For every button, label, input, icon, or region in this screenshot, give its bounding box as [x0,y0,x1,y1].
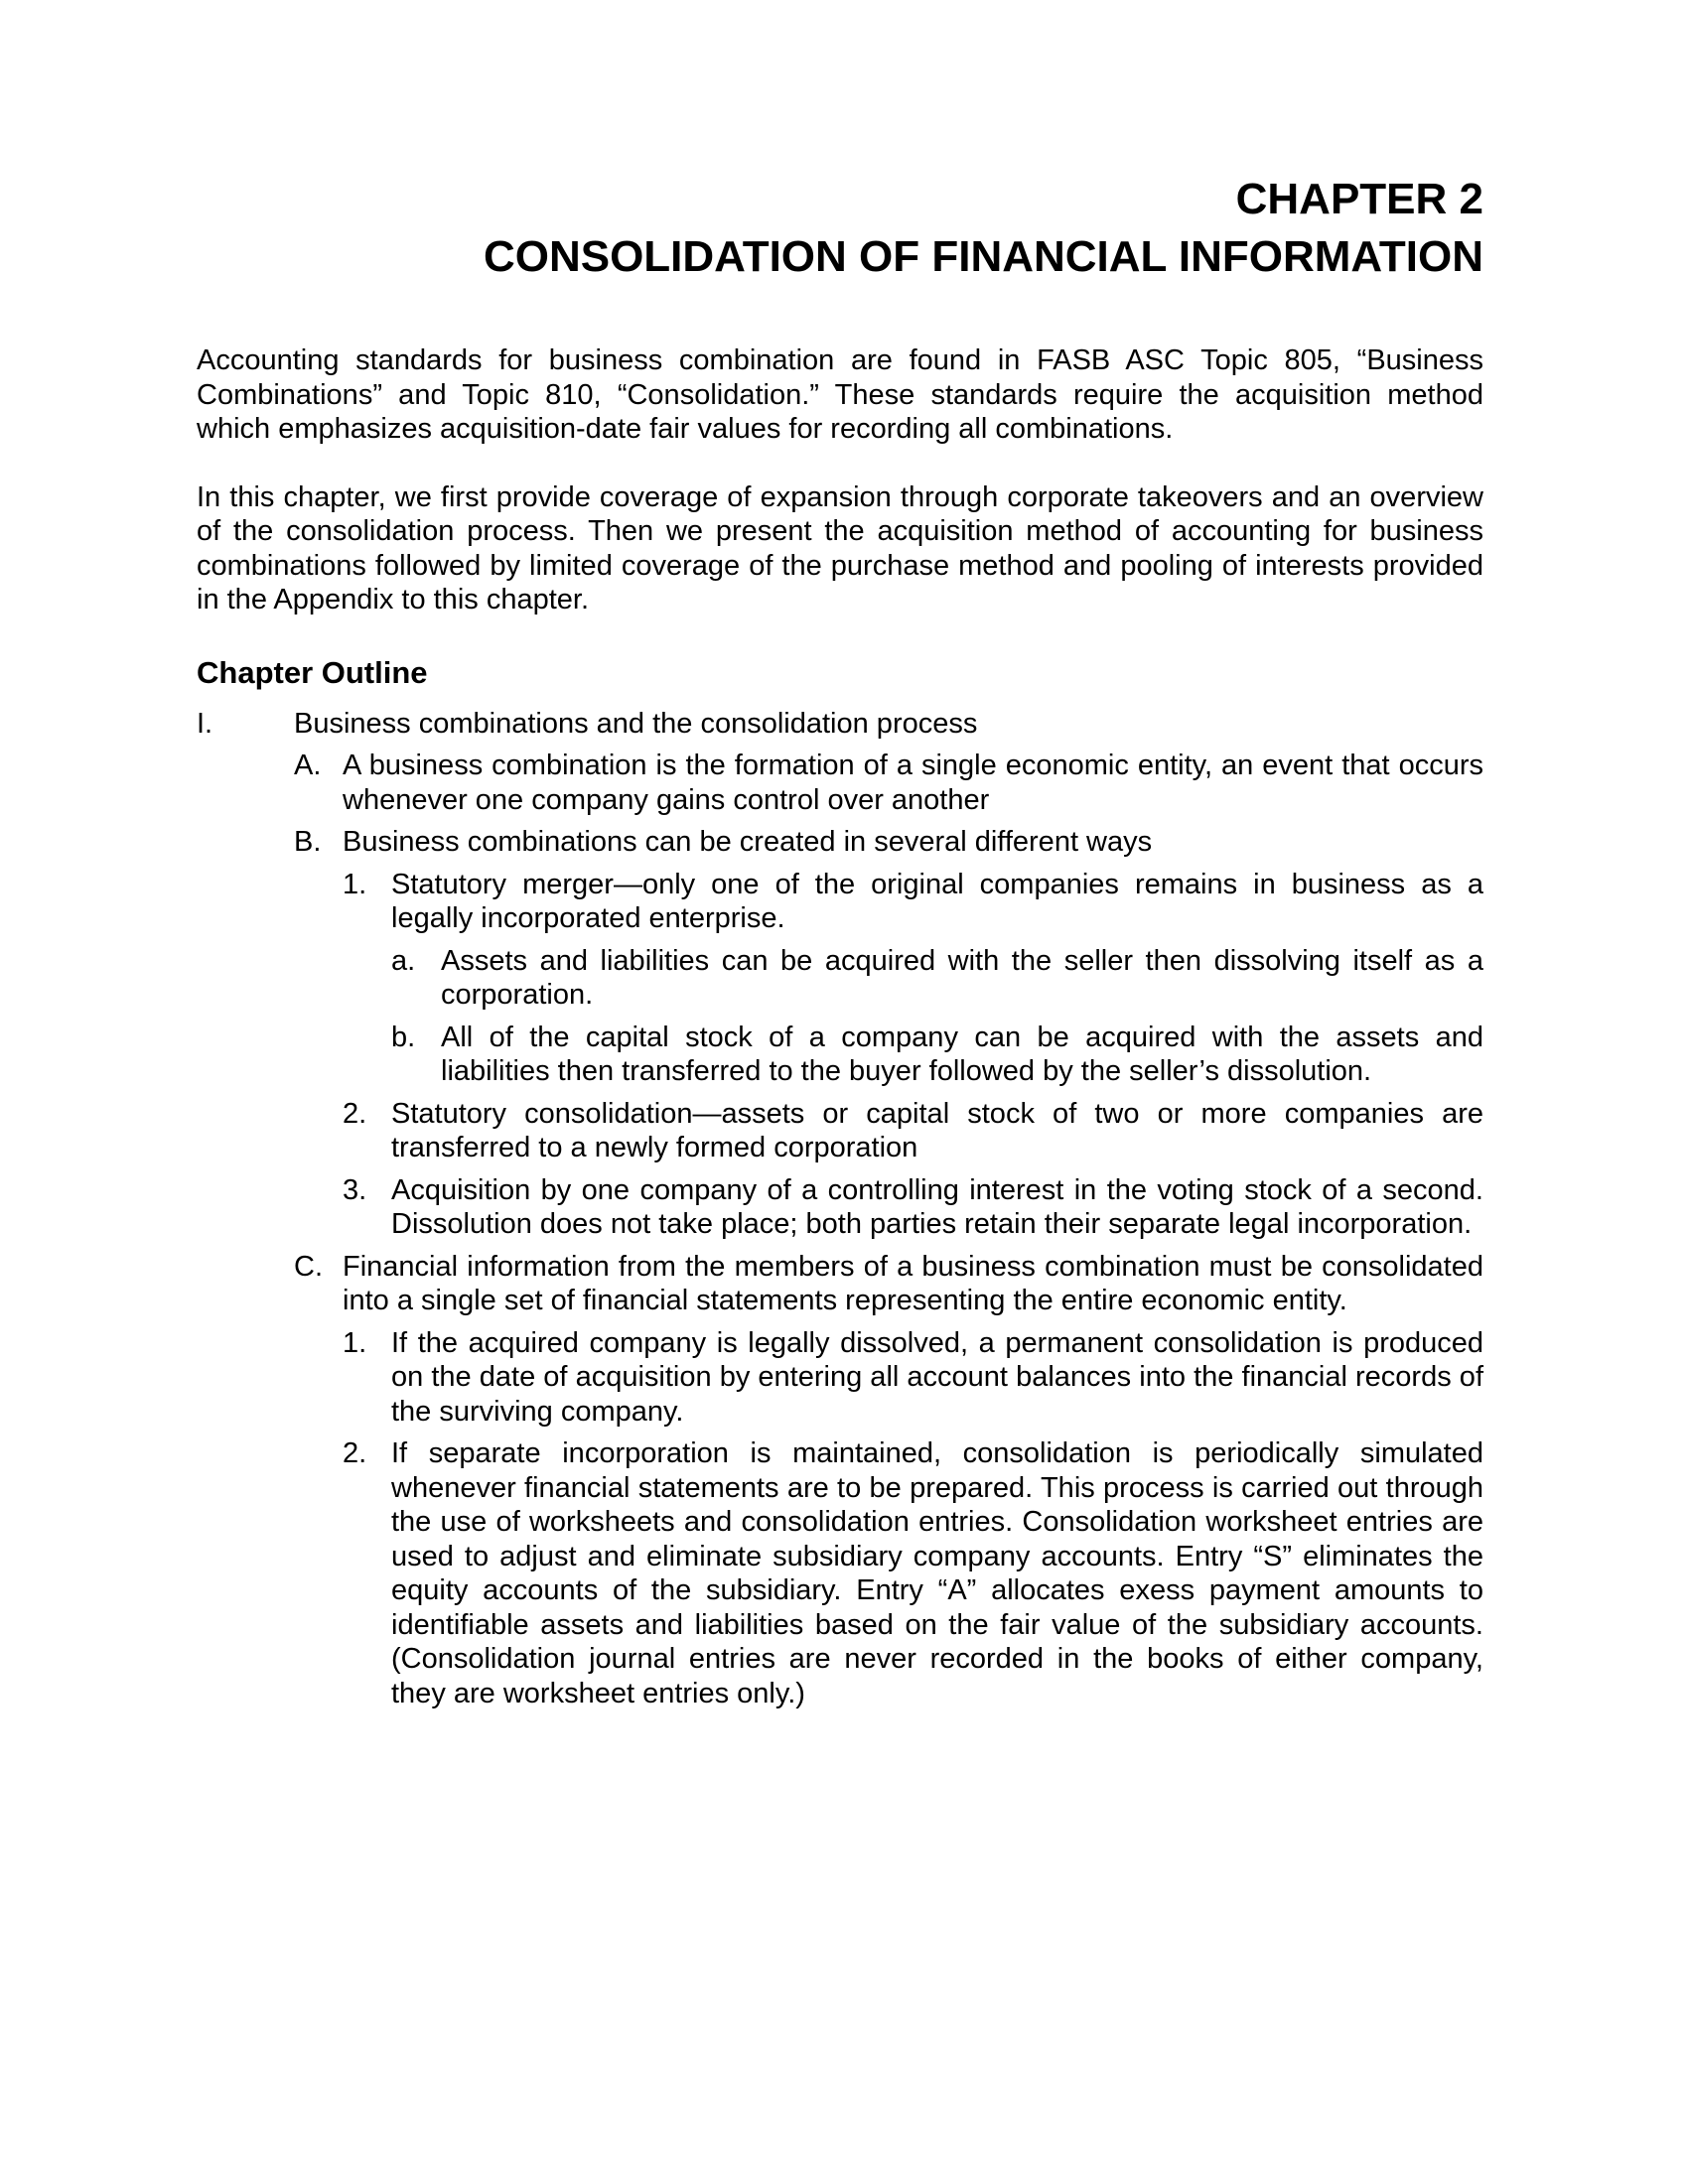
outline-heading: Chapter Outline [197,654,428,690]
intro-paragraph: Accounting standards for business combination are found in FASB ASC Topic 805, “Business Combinations” and Topic 810, “Consolidation.” These standards require the acquisition method which emphasizes acquisition-date fair values for recording all combinations. [197,344,1483,445]
outline-item [343,1326,1483,1430]
outline-marker: 1. [343,868,367,900]
outline-text: If separate incorporation is maintained, consolidation is periodically simulated whenever financial statements are to be prepared. This process is carried out through the use of worksheets and consolidation entries. Consolidation worksheet entries are used to adjust and eliminate subsidiary company accounts. Entry “S” eliminates the equity accounts of the subsidiary. Entry “A” allocates exess payment amounts to identifiable assets and liabilities based on the fair value of the subsidiary accounts. (Consolidation journal entries are never recorded in the books of either company, they are worksheet entries only.) [391,1437,1483,1709]
outline-marker: 2. [343,1437,367,1469]
outline-marker: a. [391,944,416,977]
outline-item [197,707,1483,742]
chapter-title: CONSOLIDATION OF FINANCIAL INFORMATION [483,232,1483,281]
outline-text: All of the capital stock of a company can be acquired with the assets and liabilities then transferred to the buyer followed by the seller’s dissolution. [441,1021,1483,1087]
outline-marker: 1. [343,1326,367,1359]
outline-item [343,868,1483,936]
outline-item [294,1250,1483,1318]
outline-text: A business combination is the formation of a single economic entity, an event that occurs whenever one company gains control over another [343,750,1483,816]
chapter-title-block [197,171,1483,286]
outline-text: If the acquired company is legally dissolved, a permanent consolidation is produced on the date of acquisition by entering all account balances into the financial records of the surviving company. [391,1326,1483,1428]
outline-marker: b. [391,1021,416,1053]
chapter-outline [197,707,1483,1711]
outline-marker: 3. [343,1173,367,1206]
document-page [197,0,1483,1710]
outline-marker: I. [197,707,213,740]
outline-text: Acquisition by one company of a controlling interest in the voting stock of a second. Dissolution does not take place; both parties retain their separate legal incorporation. [391,1173,1483,1240]
outline-text: Statutory merger—only one of the original companies remains in business as a legally incorporated enterprise. [391,868,1483,934]
outline-text: Business combinations can be created in several different ways [343,826,1153,858]
outline-item [343,1097,1483,1165]
outline-item [343,1436,1483,1710]
outline-text: Assets and liabilities can be acquired with the seller then dissolving itself as a corporation. [441,944,1483,1011]
outline-item [343,1173,1483,1242]
outline-text: Statutory consolidation—assets or capital stock of two or more companies are transferred to a newly formed corporation [391,1097,1483,1163]
outline-text: Financial information from the members of a business combination must be consolidated into a single set of financial statements representing the entire economic entity. [343,1250,1483,1316]
outline-marker: A. [294,750,322,781]
chapter-label: CHAPTER 2 [1235,175,1483,223]
outline-marker: B. [294,826,322,858]
outline-text: Business combinations and the consolidation process [294,707,978,740]
outline-marker: C. [294,1250,323,1283]
outline-item [294,825,1483,860]
outline-marker: 2. [343,1097,367,1130]
intro-paragraph: In this chapter, we first provide coverage of expansion through corporate takeovers and an overview of the consolidation process. Then we present the acquisition method of accounting for business combinations followed by limited coverage of the purchase method and pooling of interests provided in the Appendix to this chapter. [197,480,1483,615]
outline-item [294,749,1483,817]
outline-item [391,1021,1483,1089]
outline-item [391,944,1483,1013]
